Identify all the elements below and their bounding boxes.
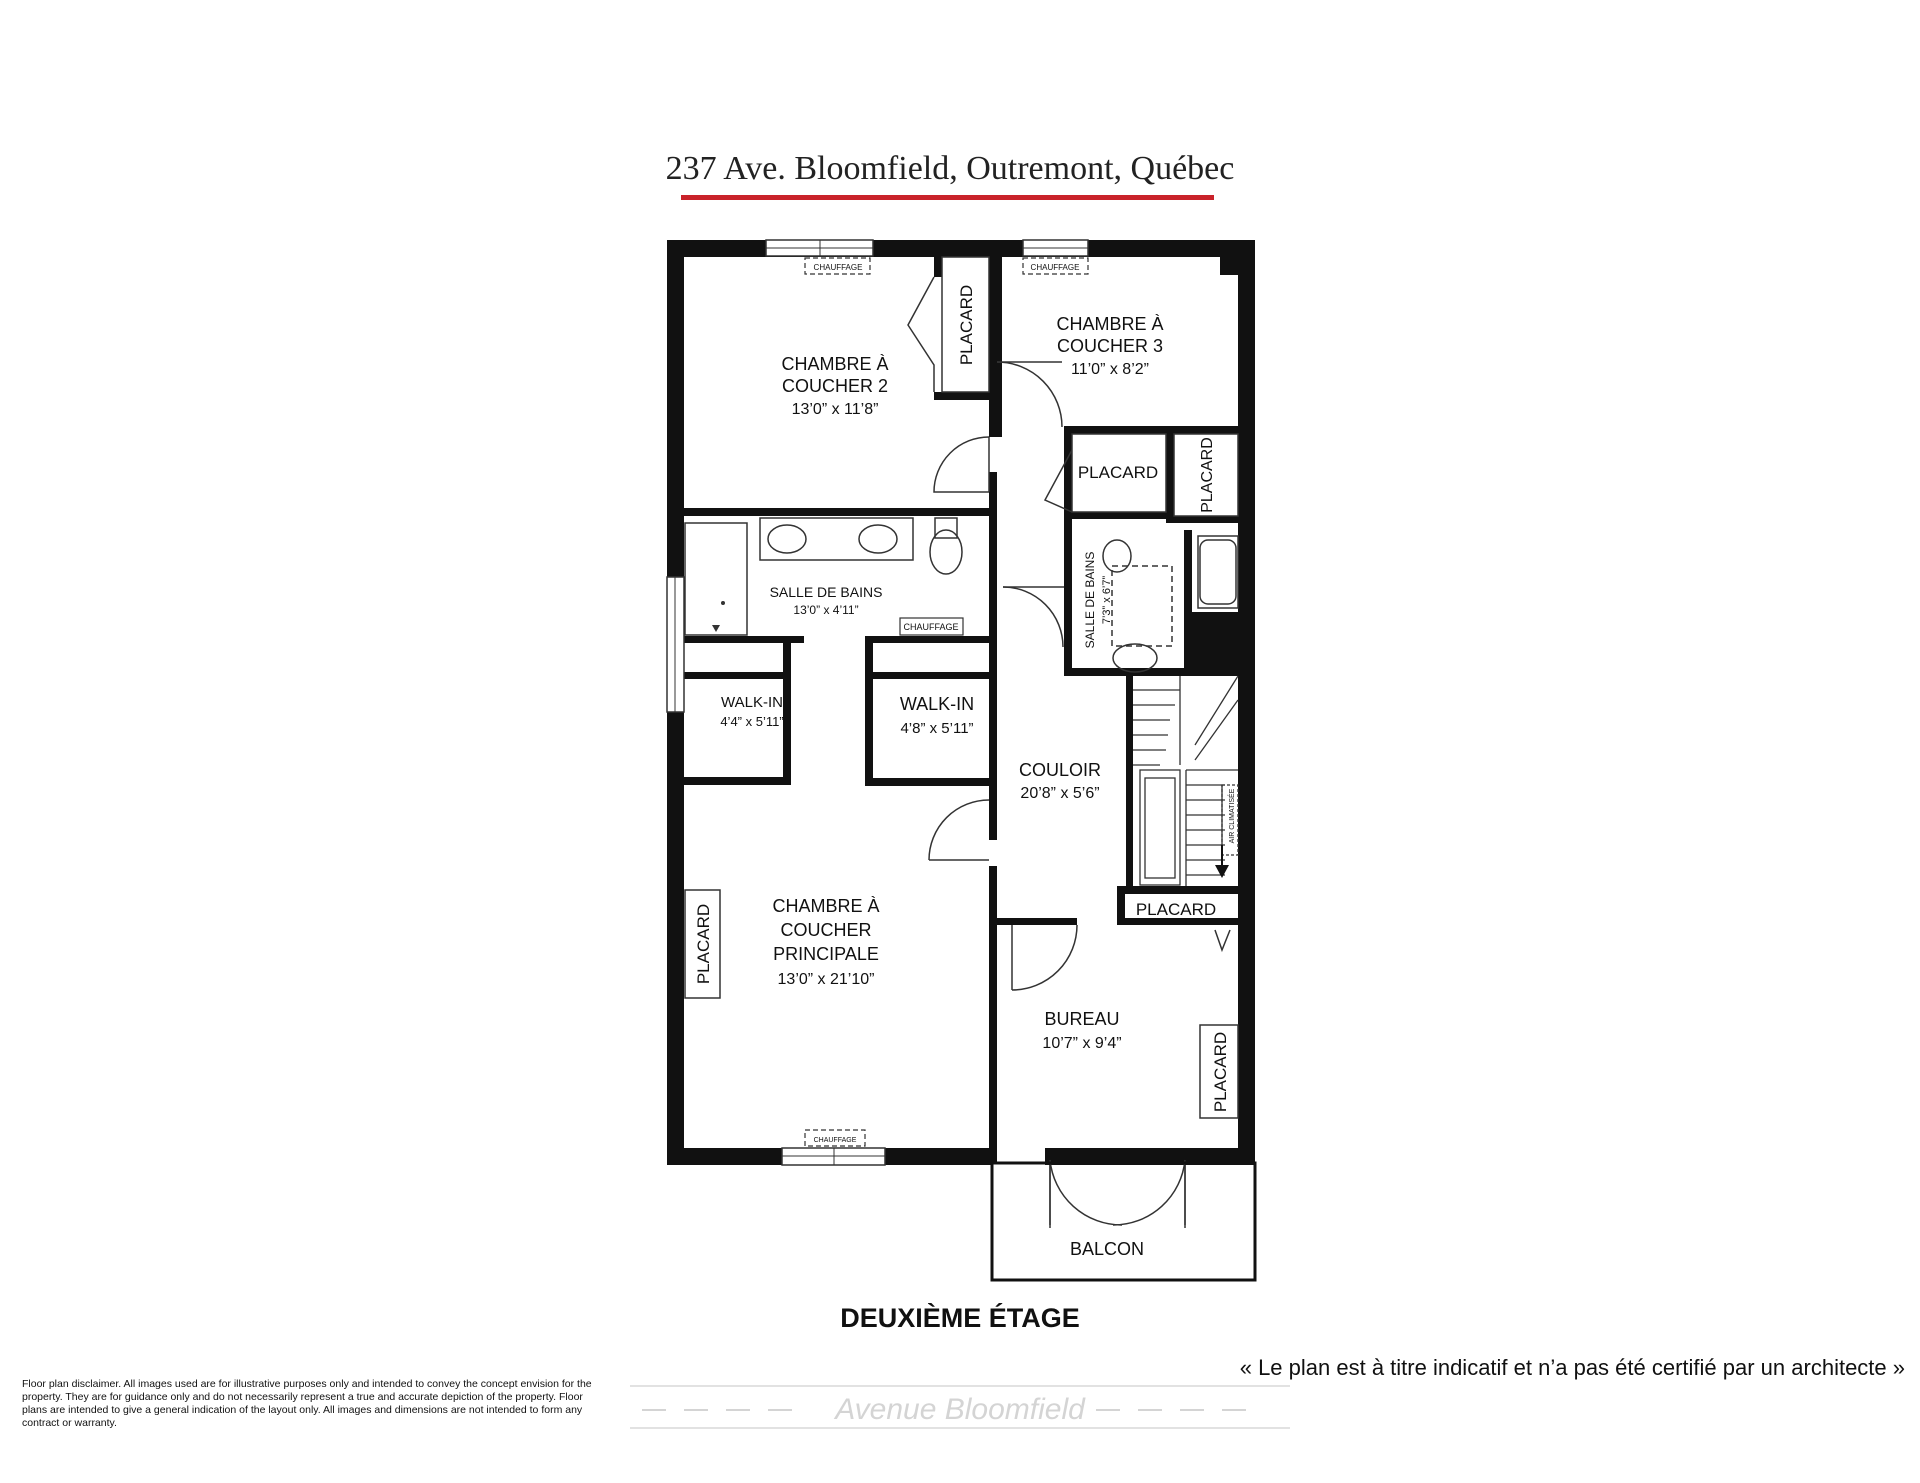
room-labels: [720, 263, 1216, 1259]
closet2-label: PLACARD: [957, 284, 976, 366]
corner-post: [1220, 240, 1255, 275]
bedroom3-line2: COUCHER 3: [1056, 336, 1164, 356]
wall-bed3-bottom: [1064, 426, 1238, 434]
closet4-label: PLACARD: [1199, 437, 1216, 513]
corridor-name: COULOIR: [1018, 760, 1102, 780]
stair-arrow-head: [1215, 865, 1229, 878]
heating-label-bath: CHAUFFAGE: [903, 622, 959, 632]
master-line3: PRINCIPALE: [773, 944, 879, 964]
duct-block: [1192, 612, 1238, 676]
heating-label-2: CHAUFFAGE: [1030, 263, 1080, 272]
walkin-left-name: WALK-IN: [721, 694, 783, 711]
page-title: 237 Ave. Bloomfield, Outremont, Québec: [665, 150, 1235, 187]
wall-placard5-bottom: [1117, 918, 1238, 925]
wall-walkin-r-top: [865, 672, 989, 679]
closet5-label: PLACARD: [1135, 900, 1217, 919]
wall-closet3-left: [1064, 426, 1072, 516]
street-line-top: [630, 1385, 1290, 1387]
master-line2: COUCHER: [780, 920, 872, 940]
certification-note: « Le plan est à titre indicatif et n’a pas été certifié par un architecte »: [1239, 1355, 1905, 1380]
wall-top: [667, 240, 1255, 257]
street-name: Avenue Bloomfield: [835, 1393, 1085, 1426]
heating-label-3: CHAUFFAGE: [813, 1137, 857, 1144]
closet-boxes: [685, 257, 1238, 1118]
wall-bath-bottom-right: [865, 636, 989, 643]
wall-closet4-left: [1166, 426, 1174, 521]
street-line-bottom: [630, 1427, 1290, 1429]
street-dash: [1180, 1409, 1204, 1411]
bedroom3-dims: 11’0” x 8’2”: [1071, 361, 1149, 378]
master-dims: 13’0” x 21’10”: [777, 971, 875, 988]
closet3-label: PLACARD: [1077, 463, 1159, 482]
wall-walkin-r-bottom: [865, 778, 989, 786]
fixture-marks: [712, 601, 725, 632]
wall-stair-left: [1126, 676, 1133, 886]
bathroom-main-dims: 13’0” x 4’11”: [793, 603, 859, 617]
balcony-outline: [992, 1163, 1255, 1280]
walkin-left-dims: 4’4” x 5’11”: [720, 714, 784, 729]
bathtub-small: [1198, 536, 1238, 608]
office-dims: 10’7” x 9’4”: [1042, 1035, 1122, 1052]
closet-master-label: PLACARD: [694, 903, 713, 985]
wall-bath2-left: [1064, 516, 1072, 676]
wall-walkin-l-bottom: [684, 777, 791, 785]
walkin-right-name: WALK-IN: [899, 694, 975, 714]
bedroom2-dims: 13’0” x 11’8”: [791, 401, 879, 418]
wall-walkin-r-left: [865, 636, 873, 786]
wall-bed3-left: [997, 257, 1002, 437]
shower: [685, 523, 747, 635]
ac-label: AIR CLIMATISÉE: [1229, 788, 1236, 844]
wall-bed2-bath: [684, 508, 989, 516]
wall-closet2-top: [934, 257, 942, 277]
wall-mid-3: [989, 866, 997, 1163]
floor-label: DEUXIÈME ÉTAGE: [840, 1303, 1080, 1333]
wall-office-top: [997, 918, 1077, 925]
bedroom2-line1: CHAMBRE À: [781, 354, 889, 374]
floor-plan-disclaimer: Floor plan disclaimer. All images used are for illustrative purposes only and intended to convey the concept envision for the property. They are for guidance only and do not necessarily represent a true and accurate depiction of the property. Floor plans are intended to give a general indication of the layout only. All images and dimensions are not intended to form any contract or warranty.: [22, 1378, 592, 1429]
vanity: [760, 518, 913, 560]
bedroom3-line1: CHAMBRE À: [1056, 314, 1164, 334]
wall-closet2-bottom: [934, 392, 989, 400]
wall-placard5-top: [1117, 886, 1238, 894]
bedroom2-line2: COUCHER 2: [781, 376, 889, 396]
bathroom-main-name: SALLE DE BAINS: [769, 584, 883, 600]
heating-label-1: CHAUFFAGE: [813, 263, 863, 272]
wall-placard5-left: [1117, 886, 1125, 921]
master-line1: CHAMBRE À: [772, 896, 880, 916]
fixtures: [685, 518, 1238, 672]
walkin-right-dims: 4’8” x 5’11”: [900, 720, 974, 737]
closet-office-label: PLACARD: [1211, 1031, 1230, 1113]
wall-closet3-bottom: [1064, 512, 1174, 519]
street-dash: [1138, 1409, 1162, 1411]
balcony-name: BALCON: [1069, 1239, 1145, 1259]
bathroom-small-dims: 7’3” x 6’7”: [1101, 575, 1113, 625]
corridor-dims: 20’8” x 5’6”: [1020, 785, 1100, 802]
wall-closet4-bottom: [1166, 516, 1238, 523]
wall-mid-2: [989, 472, 997, 840]
wall-mid-1: [989, 257, 997, 437]
street-dash: [1222, 1409, 1246, 1411]
wall-right: [1238, 240, 1255, 1165]
wall-walkin-l-right: [783, 636, 791, 784]
wall-bath2-bottom: [1064, 668, 1184, 676]
office-name: BUREAU: [1044, 1009, 1120, 1029]
street-dash: [1096, 1409, 1120, 1411]
wall-walkin-l-top: [684, 672, 790, 679]
doors: [908, 277, 1230, 1225]
bathroom-small-name: SALLE DE BAINS: [1083, 551, 1097, 649]
street-indicator: [630, 1385, 1290, 1435]
toilet-tank: [935, 518, 957, 538]
shower-small: [1112, 566, 1172, 646]
wall-bath2-right: [1184, 530, 1192, 676]
